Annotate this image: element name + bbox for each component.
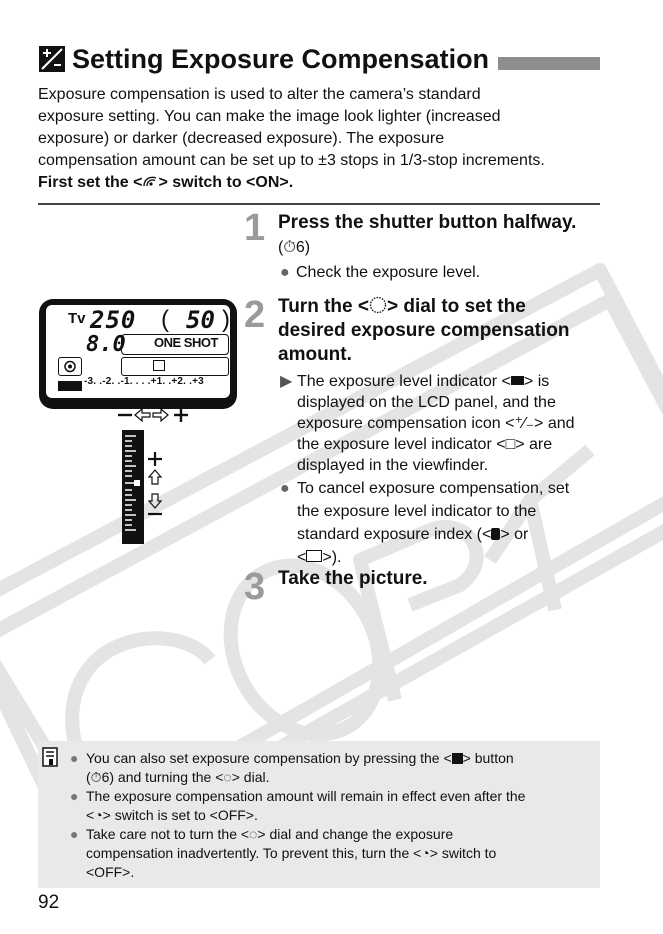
step-title: Turn the < > dial to set the desired exposure compensation amount. — [278, 296, 570, 365]
section-divider — [38, 203, 600, 205]
lcd-drive-box — [121, 357, 229, 376]
page-number: 92 — [38, 892, 60, 913]
step-bullet: ● Check the exposure level. — [280, 264, 481, 281]
standard-index-lcd-icon — [491, 528, 500, 540]
step-number: 3 — [244, 566, 266, 608]
lcd-mode-label: Tv — [68, 310, 86, 327]
viewfinder-exposure-scale — [120, 428, 174, 546]
intro-line: compensation amount can be set up to ±3 stops in 1/3-stop increments. — [38, 152, 545, 169]
arrow-marker-icon: ▶ — [280, 373, 293, 390]
exposure-comp-button-icon — [452, 753, 463, 764]
power-switch-instruction: First set the < > switch to <ON>. — [38, 174, 294, 191]
page-ref-icon: ⏱ — [283, 239, 296, 256]
intro-text — [38, 84, 608, 194]
page-ref-icon: ⏱ — [90, 769, 102, 785]
lcd-bracket: ) — [222, 306, 230, 333]
intro-line: exposure setting. You can make the image look lighter (increased — [38, 108, 501, 125]
main-dial-icon — [369, 296, 387, 317]
exposure-compensation-icon — [39, 46, 65, 72]
lcd-exposure-scale: -3. .-2. .-1. . . .+1. .+2. .+3 — [84, 376, 204, 387]
memo-icon — [42, 747, 58, 772]
power-switch-icon: ◔ — [421, 845, 430, 861]
lcd-level-indicator-icon — [511, 376, 524, 385]
title-decoration-bar — [498, 57, 600, 70]
page-title: Setting Exposure Compensation — [72, 44, 490, 74]
step-title: Press the shutter button halfway. — [278, 212, 577, 233]
note-item: ● The exposure compensation amount will remain in effect even after the <◔> switch is set to <OFF>. — [70, 788, 526, 823]
lcd-bracket: ( — [161, 306, 169, 333]
main-dial-icon: ◌ — [249, 826, 258, 842]
power-switch-icon — [142, 174, 158, 191]
battery-icon — [58, 381, 82, 391]
lcd-af-mode: ONE SHOT — [154, 335, 218, 350]
page-reference: (⏱6) — [278, 239, 311, 256]
quick-control-dial-icon: ◌ — [223, 769, 232, 785]
lcd-single-frame-icon — [153, 360, 165, 371]
lcd-aperture-value: 8.0 — [86, 332, 126, 357]
note-item: ● You can also set exposure compensation by pressing the < > button (⏱6) and turning the <◌> dial. — [70, 750, 514, 785]
metering-icon — [58, 357, 82, 376]
intro-line: Exposure compensation is used to alter the camera’s standard — [38, 86, 481, 103]
step-number: 2 — [244, 294, 266, 336]
step-bullet: ● To cancel exposure compensation, set the exposure level indicator to the standard exposure index (< > or < >). — [280, 480, 570, 566]
exposure-compensation-small-icon: ⁺⁄₋ — [514, 415, 535, 432]
dial-direction-arrows — [116, 404, 190, 426]
step-title: Take the picture. — [278, 568, 428, 589]
note-list — [70, 749, 590, 882]
step-number: 1 — [244, 207, 266, 249]
note-item: ● Take care not to turn the <◌> dial and change the exposure compensation inadvertently. To prevent this, turn the <◔> switch to <OFF>. — [70, 826, 497, 880]
lcd-shutter-value: 250 — [90, 306, 137, 334]
lcd-shots-value: 50 — [186, 306, 215, 334]
power-switch-icon: ◔ — [94, 807, 103, 823]
standard-index-viewfinder-icon — [306, 550, 322, 562]
intro-line: exposure) or darker (decreased exposure). The exposure — [38, 130, 445, 147]
step-arrow-item: ▶ The exposure level indicator < > is displayed on the LCD panel, and the exposure compensation icon <⁺⁄₋> and the exposure level indicator <□> are displayed in the viewfinder. — [280, 373, 575, 474]
